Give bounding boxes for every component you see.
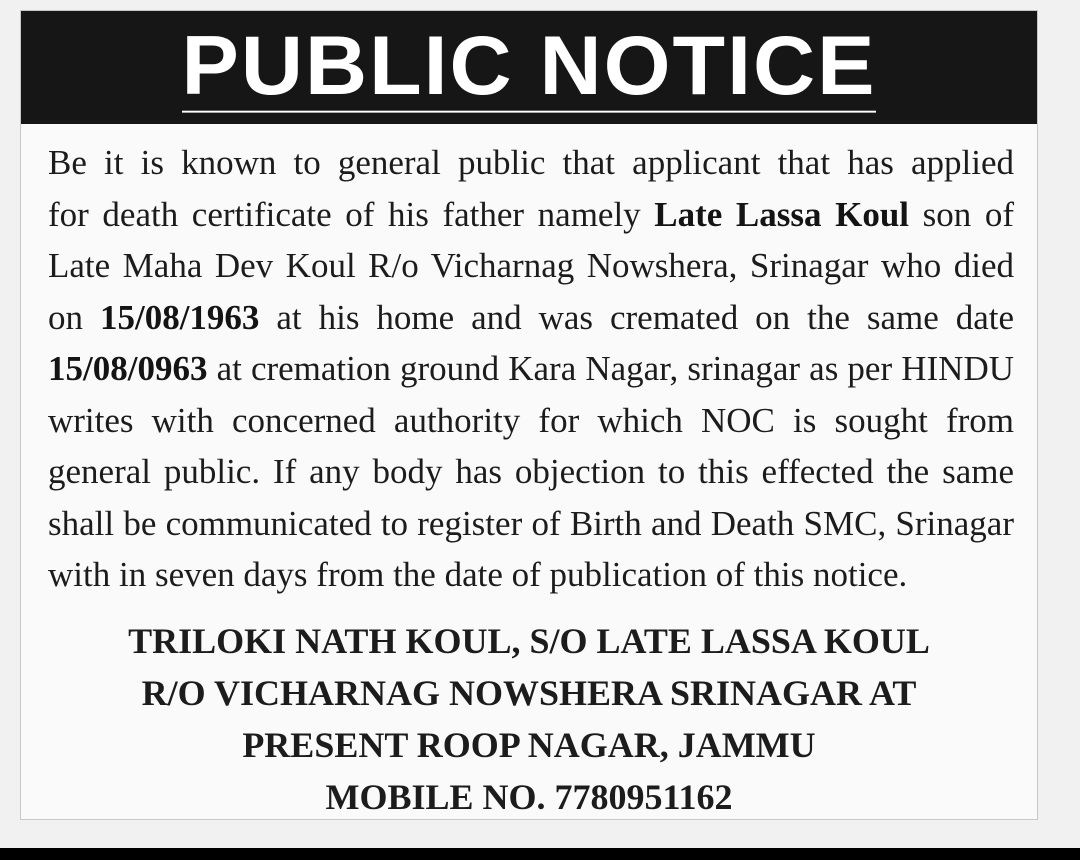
signature-name-line: TRILOKI NATH KOUL, S/O LATE LASSA KOUL: [128, 621, 930, 661]
notice-body: [48, 137, 1014, 601]
signature-mobile-line: MOBILE NO. 7780951162: [325, 777, 733, 817]
body-text-segment: Be it is known to general public that applicant that has applied: [48, 143, 1014, 182]
body-text-segment: writes with concerned authority for which NOC is sought from: [48, 400, 1014, 440]
notice-title: PUBLIC NOTICE: [181, 19, 877, 113]
body-line: [48, 395, 1014, 447]
body-line: [48, 292, 1014, 344]
body-text-segment: Late Maha Dev Koul R/o Vicharnag Nowshera, Srinagar who died: [48, 246, 1014, 285]
death-date: 15/08/1963: [99, 297, 260, 337]
body-line: [48, 446, 1014, 498]
deceased-name: Late Lassa Koul: [654, 194, 910, 234]
body-text-segment: on: [48, 297, 100, 337]
body-line: [48, 189, 1014, 241]
body-text-segment: at cremation ground Kara Nagar, srinagar as per HINDU: [207, 349, 1014, 388]
body-line: [48, 549, 1014, 601]
bottom-black-strip: [0, 848, 1080, 860]
body-text-segment: shall be communicated to register of Birth and Death SMC, Srinagar: [48, 503, 1014, 543]
cremation-date: 15/08/0963: [48, 349, 208, 388]
body-line: [48, 498, 1014, 550]
public-notice-card: [20, 10, 1038, 820]
signature-present-address-line: PRESENT ROOP NAGAR, JAMMU: [242, 725, 816, 765]
body-text-segment: with in seven days from the date of publication of this notice.: [48, 555, 908, 594]
body-line: [48, 137, 1014, 189]
signature-address-line: R/O VICHARNAG NOWSHERA SRINAGAR AT: [141, 673, 917, 713]
body-text-segment: son of: [909, 194, 1015, 234]
body-text-segment: general public. If any body has objection to this effected the same: [48, 452, 1014, 491]
body-line: [48, 240, 1014, 292]
notice-signature-block: [21, 615, 1037, 823]
body-line: [48, 343, 1014, 395]
body-text-segment: for death certificate of his father namely: [48, 194, 655, 234]
body-text-segment: at his home and was cremated on the same date: [259, 297, 1015, 337]
notice-header-bar: [21, 11, 1037, 124]
